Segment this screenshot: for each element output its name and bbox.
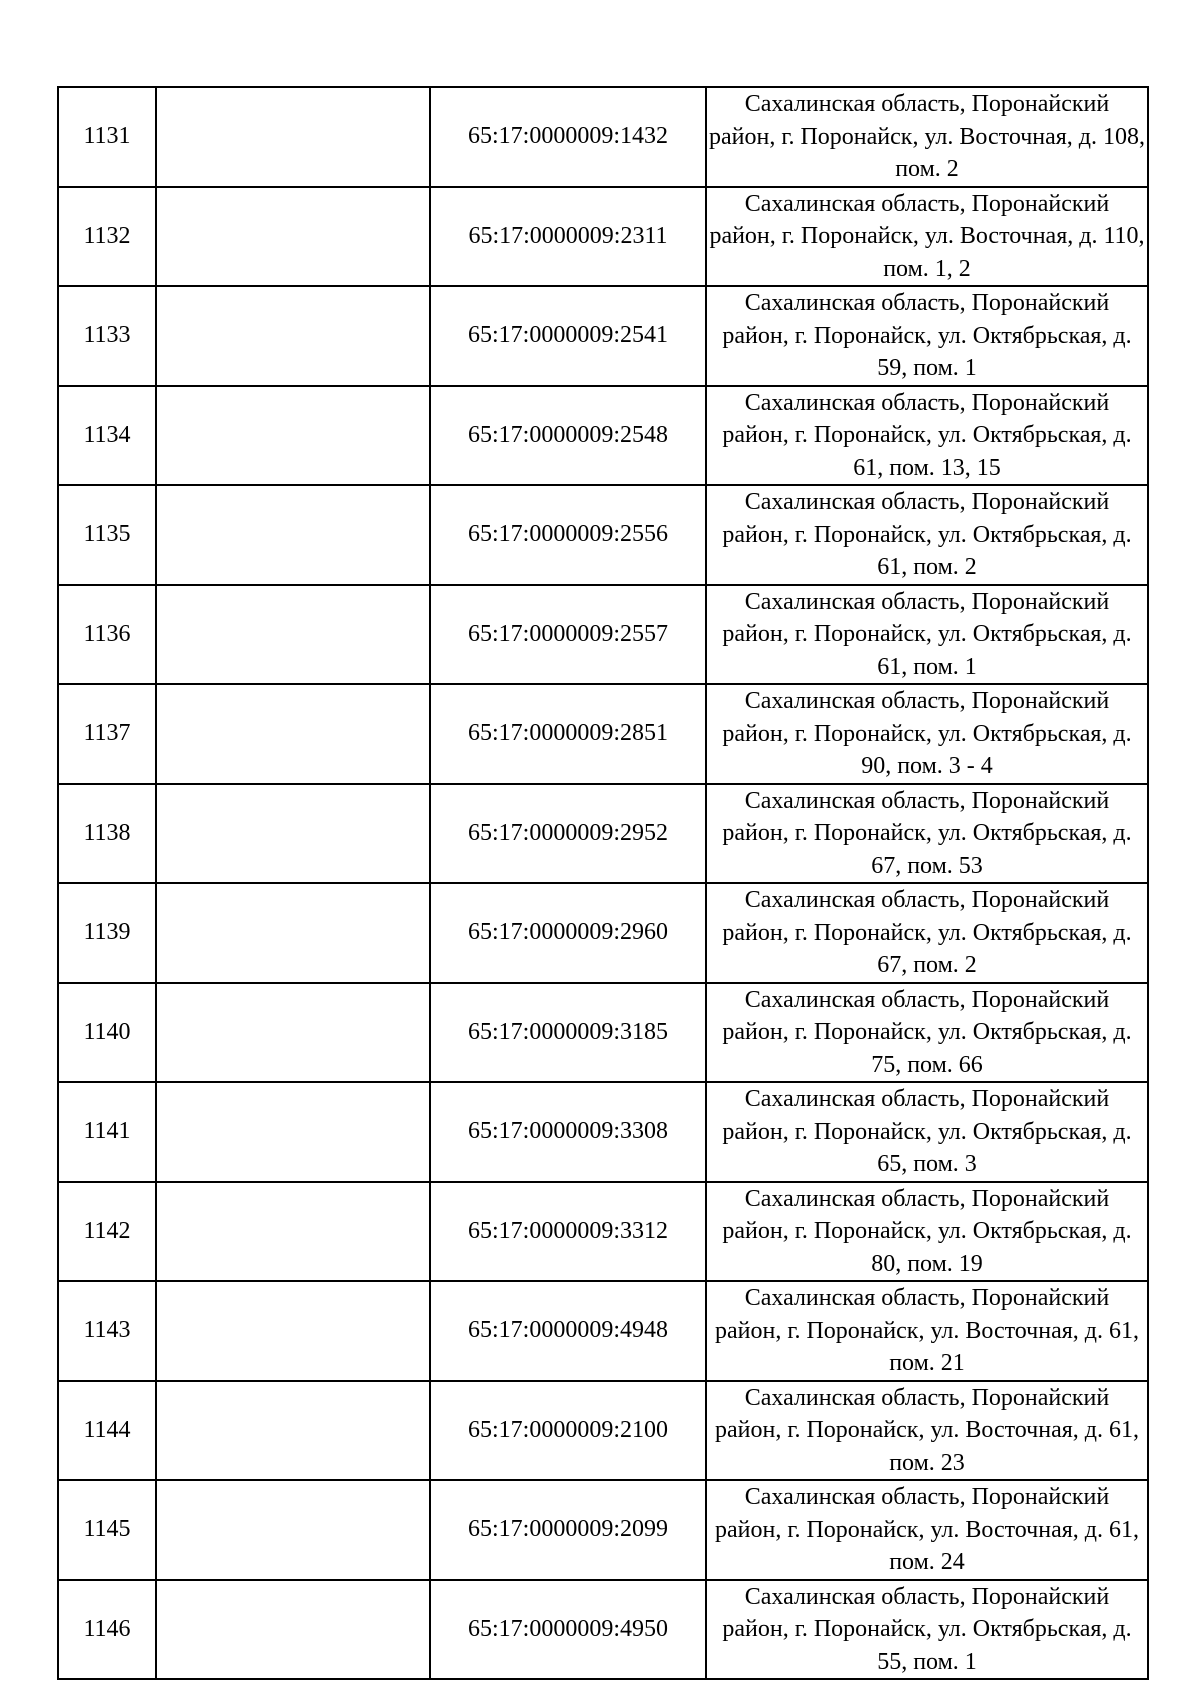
- row-blank-cell: [156, 1580, 430, 1680]
- address-cell: Сахалинская область, Поронайский район, г. Поронайск, ул. Октябрьская, д. 75, пом. 66: [706, 983, 1148, 1083]
- row-number: 1139: [58, 883, 156, 983]
- table-row: [58, 187, 1148, 287]
- address-cell: Сахалинская область, Поронайский район, г. Поронайск, ул. Восточная, д. 61, пом. 24: [706, 1480, 1148, 1580]
- table-row: [58, 684, 1148, 784]
- address-cell: Сахалинская область, Поронайский район, г. Поронайск, ул. Октябрьская, д. 65, пом. 3: [706, 1082, 1148, 1182]
- cadastral-number: 65:17:0000009:2952: [430, 784, 706, 884]
- address-cell: Сахалинская область, Поронайский район, г. Поронайск, ул. Октябрьская, д. 61, пом. 1: [706, 585, 1148, 685]
- table-row: [58, 1281, 1148, 1381]
- address-cell: Сахалинская область, Поронайский район, г. Поронайск, ул. Октябрьская, д. 67, пом. 53: [706, 784, 1148, 884]
- cadastral-number: 65:17:0000009:2960: [430, 883, 706, 983]
- table-row: [58, 386, 1148, 486]
- row-number: 1140: [58, 983, 156, 1083]
- cadastral-number: 65:17:0000009:3312: [430, 1182, 706, 1282]
- cadastral-number: 65:17:0000009:2851: [430, 684, 706, 784]
- address-cell: Сахалинская область, Поронайский район, г. Поронайск, ул. Октябрьская, д. 80, пом. 19: [706, 1182, 1148, 1282]
- row-number: 1131: [58, 87, 156, 187]
- cadastral-number: 65:17:0000009:2556: [430, 485, 706, 585]
- row-blank-cell: [156, 1480, 430, 1580]
- row-blank-cell: [156, 1182, 430, 1282]
- row-number: 1136: [58, 585, 156, 685]
- table-body: [58, 87, 1148, 1679]
- table-row: [58, 1082, 1148, 1182]
- address-cell: Сахалинская область, Поронайский район, г. Поронайск, ул. Восточная, д. 61, пом. 23: [706, 1381, 1148, 1481]
- property-table: [57, 86, 1149, 1680]
- address-cell: Сахалинская область, Поронайский район, г. Поронайск, ул. Восточная, д. 110, пом. 1, 2: [706, 187, 1148, 287]
- address-cell: Сахалинская область, Поронайский район, г. Поронайск, ул. Октябрьская, д. 55, пом. 1: [706, 1580, 1148, 1680]
- cadastral-number: 65:17:0000009:2311: [430, 187, 706, 287]
- row-number: 1138: [58, 784, 156, 884]
- row-number: 1133: [58, 286, 156, 386]
- address-cell: Сахалинская область, Поронайский район, г. Поронайск, ул. Восточная, д. 61, пом. 21: [706, 1281, 1148, 1381]
- table-row: [58, 983, 1148, 1083]
- cadastral-number: 65:17:0000009:3308: [430, 1082, 706, 1182]
- row-blank-cell: [156, 784, 430, 884]
- address-cell: Сахалинская область, Поронайский район, г. Поронайск, ул. Октябрьская, д. 61, пом. 2: [706, 485, 1148, 585]
- cadastral-number: 65:17:0000009:4950: [430, 1580, 706, 1680]
- row-number: 1141: [58, 1082, 156, 1182]
- cadastral-number: 65:17:0000009:2548: [430, 386, 706, 486]
- row-blank-cell: [156, 1281, 430, 1381]
- cadastral-number: 65:17:0000009:4948: [430, 1281, 706, 1381]
- address-cell: Сахалинская область, Поронайский район, г. Поронайск, ул. Октябрьская, д. 61, пом. 13, 15: [706, 386, 1148, 486]
- cadastral-number: 65:17:0000009:2557: [430, 585, 706, 685]
- row-number: 1143: [58, 1281, 156, 1381]
- row-blank-cell: [156, 983, 430, 1083]
- cadastral-number: 65:17:0000009:2541: [430, 286, 706, 386]
- row-number: 1132: [58, 187, 156, 287]
- table-row: [58, 883, 1148, 983]
- cadastral-number: 65:17:0000009:3185: [430, 983, 706, 1083]
- row-blank-cell: [156, 1082, 430, 1182]
- cadastral-number: 65:17:0000009:2099: [430, 1480, 706, 1580]
- table-row: [58, 485, 1148, 585]
- table-row: [58, 1580, 1148, 1680]
- row-blank-cell: [156, 585, 430, 685]
- row-number: 1146: [58, 1580, 156, 1680]
- address-cell: Сахалинская область, Поронайский район, г. Поронайск, ул. Октябрьская, д. 59, пом. 1: [706, 286, 1148, 386]
- row-number: 1134: [58, 386, 156, 486]
- table-row: [58, 87, 1148, 187]
- row-blank-cell: [156, 87, 430, 187]
- row-blank-cell: [156, 684, 430, 784]
- table-row: [58, 1182, 1148, 1282]
- address-cell: Сахалинская область, Поронайский район, г. Поронайск, ул. Октябрьская, д. 67, пом. 2: [706, 883, 1148, 983]
- address-cell: Сахалинская область, Поронайский район, г. Поронайск, ул. Октябрьская, д. 90, пом. 3 - 4: [706, 684, 1148, 784]
- row-blank-cell: [156, 386, 430, 486]
- table-row: [58, 1381, 1148, 1481]
- row-blank-cell: [156, 485, 430, 585]
- table-row: [58, 286, 1148, 386]
- table-row: [58, 784, 1148, 884]
- row-number: 1144: [58, 1381, 156, 1481]
- cadastral-number: 65:17:0000009:1432: [430, 87, 706, 187]
- row-number: 1145: [58, 1480, 156, 1580]
- row-number: 1142: [58, 1182, 156, 1282]
- table-row: [58, 1480, 1148, 1580]
- row-number: 1137: [58, 684, 156, 784]
- row-blank-cell: [156, 187, 430, 287]
- table-row: [58, 585, 1148, 685]
- row-blank-cell: [156, 1381, 430, 1481]
- address-cell: Сахалинская область, Поронайский район, г. Поронайск, ул. Восточная, д. 108, пом. 2: [706, 87, 1148, 187]
- row-blank-cell: [156, 286, 430, 386]
- row-blank-cell: [156, 883, 430, 983]
- row-number: 1135: [58, 485, 156, 585]
- cadastral-number: 65:17:0000009:2100: [430, 1381, 706, 1481]
